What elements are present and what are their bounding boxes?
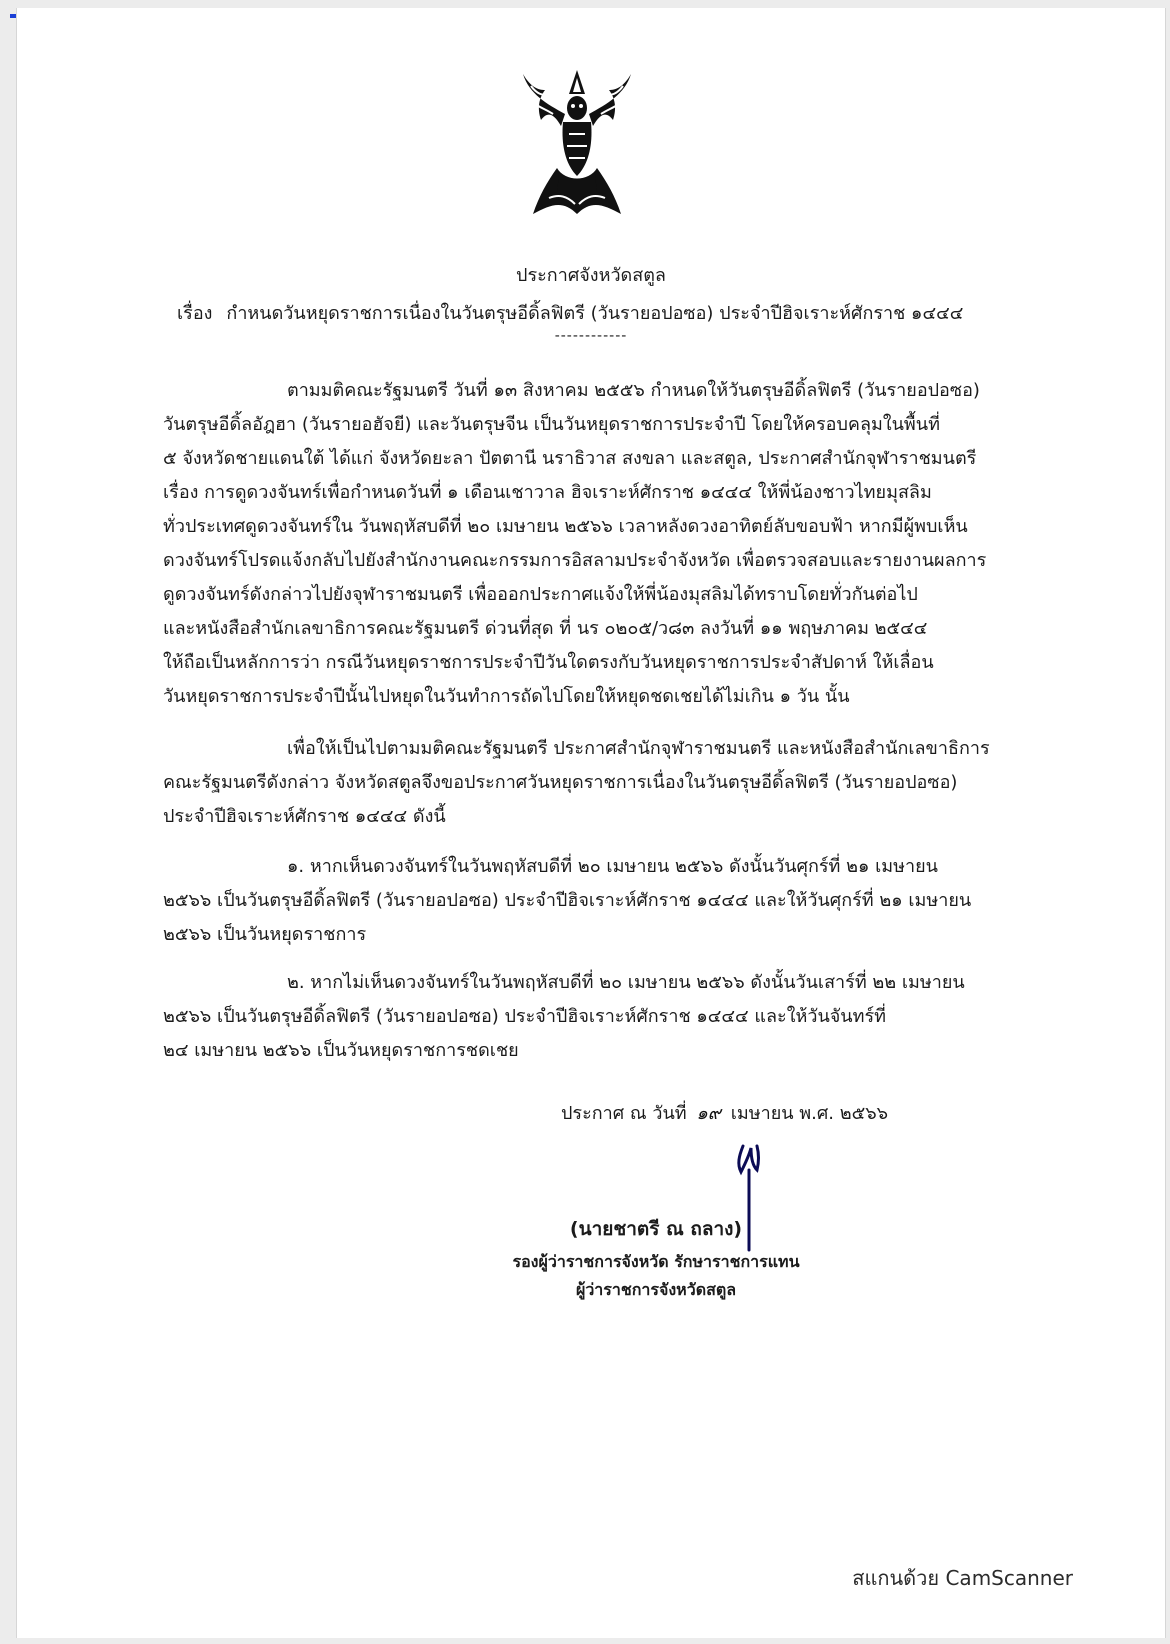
announcement-date — [561, 1098, 888, 1127]
list-item-line: ๒๕๖๖ เป็นวันตรุษอีดิ้ลฟิตรี (วันรายอปอซอ) ประจำปีฮิจเราะห์ศักราช ๑๔๔๔ และให้วันจันทร์ที่ — [163, 1006, 887, 1027]
paragraph-line: ให้ถือเป็นหลักการว่า กรณีวันหยุดราชการประจำปีวันใดตรงกับวันหยุดราชการประจำสัปดาห์ ให้เลื่อน — [163, 652, 934, 673]
paragraph-line: ประจำปีฮิจเราะห์ศักราช ๑๔๔๔ ดังนี้ — [163, 806, 446, 827]
date-day-handwritten: ๑๙ — [696, 1103, 721, 1124]
paragraph-line: ดูดวงจันทร์ดังกล่าวไปยังจุฬาราชมนตรี เพื่อออกประกาศแจ้งให้พี่น้องมุสลิมได้ทราบโดยทั่วกันต่อไป — [163, 584, 918, 605]
paragraph-line: และหนังสือสำนักเลขาธิการคณะรัฐมนตรี ด่วนที่สุด ที่ นร ๐๒๐๕/ว๘๓ ลงวันที่ ๑๑ พฤษภาคม ๒๕๔๔ — [163, 618, 928, 639]
title-divider: ------------ — [554, 328, 628, 344]
paragraph-line: วันตรุษอีดิ้ลอัฎฮา (วันรายอฮัจยี) และวันตรุษจีน เป็นวันหยุดราชการประจำปี โดยให้ครอบคลุมในพื้นที่ — [163, 414, 940, 435]
list-item-line: ๒๔ เมษายน ๒๕๖๖ เป็นวันหยุดราชการชดเชย — [163, 1040, 519, 1061]
paragraph-line: ๕ จังหวัดชายแดนใต้ ได้แก่ จังหวัดยะลา ปัตตานี นราธิวาส สงขลา และสตูล, ประกาศสำนักจุฬาราชมนตรี — [163, 448, 977, 469]
garuda-emblem-icon — [517, 64, 637, 224]
scanner-watermark: สแกนด้วย CamScanner — [852, 1566, 1073, 1590]
list-item-line: ๑. หากเห็นดวงจันทร์ในวันพฤหัสบดีที่ ๒๐ เมษายน ๒๕๖๖ ดังนั้นวันศุกร์ที่ ๒๑ เมษายน — [287, 856, 938, 877]
paragraph-line: เพื่อให้เป็นไปตามมติคณะรัฐมนตรี ประกาศสำนักจุฬาราชมนตรี และหนังสือสำนักเลขาธิการ — [287, 738, 990, 759]
document-subject — [177, 298, 963, 327]
signer-position: รองผู้ว่าราชการจังหวัด รักษาราชการแทน — [512, 1252, 800, 1271]
subject-text: กำหนดวันหยุดราชการเนื่องในวันตรุษอีดิ้ลฟิตรี (วันรายอปอซอ) ประจำปีฮิจเราะห์ศักราช ๑๔๔๔ — [226, 303, 964, 324]
subject-label: เรื่อง — [177, 303, 213, 324]
paragraph-line: เรื่อง การดูดวงจันทร์เพื่อกำหนดวันที่ ๑ เดือนเชาวาล ฮิจเราะห์ศักราช ๑๔๔๔ ให้พี่น้องชาวไทยมุสลิม — [163, 482, 932, 503]
list-item-line: ๒๕๖๖ เป็นวันหยุดราชการ — [163, 924, 367, 945]
document-title: ประกาศจังหวัดสตูล — [516, 265, 666, 286]
signer-position-secondary: ผู้ว่าราชการจังหวัดสตูล — [575, 1280, 737, 1299]
paragraph-line: ทั่วประเทศดูดวงจันทร์ใน วันพฤหัสบดีที่ ๒๐ เมษายน ๒๕๖๖ เวลาหลังดวงอาทิตย์ลับขอบฟ้า หากมีผู้พบเห็น — [163, 516, 968, 537]
paragraph-line: ดวงจันทร์โปรดแจ้งกลับไปยังสำนักงานคณะกรรมการอิสลามประจำจังหวัด เพื่อตรวจสอบและรายงานผลการ — [163, 550, 987, 571]
list-item-line: ๒๕๖๖ เป็นวันตรุษอีดิ้ลฟิตรี (วันรายอปอซอ) ประจำปีฮิจเราะห์ศักราช ๑๔๔๔ และให้วันศุกร์ที่ ๒๑ เมษายน — [163, 890, 972, 911]
date-suffix: เมษายน พ.ศ. ๒๕๖๖ — [730, 1103, 889, 1124]
paragraph-line: คณะรัฐมนตรีดังกล่าว จังหวัดสตูลจึงขอประกาศวันหยุดราชการเนื่องในวันตรุษอีดิ้ลฟิตรี (วันรายอปอซอ) — [163, 772, 958, 793]
signer-name: (นายชาตรี ณ ถลาง) — [569, 1218, 743, 1240]
list-item-line: ๒. หากไม่เห็นดวงจันทร์ในวันพฤหัสบดีที่ ๒๐ เมษายน ๒๕๖๖ ดังนั้นวันเสาร์ที่ ๒๒ เมษายน — [287, 972, 965, 993]
paragraph-line: ตามมติคณะรัฐมนตรี วันที่ ๑๓ สิงหาคม ๒๕๕๖ กำหนดให้วันตรุษอีดิ้ลฟิตรี (วันรายอปอซอ) — [287, 380, 980, 401]
document-page — [16, 8, 1166, 1638]
paragraph-line: วันหยุดราชการประจำปีนั้นไปหยุดในวันทำการถัดไปโดยให้หยุดชดเชยได้ไม่เกิน ๑ วัน นั้น — [163, 686, 850, 707]
date-prefix: ประกาศ ณ วันที่ — [561, 1103, 687, 1124]
